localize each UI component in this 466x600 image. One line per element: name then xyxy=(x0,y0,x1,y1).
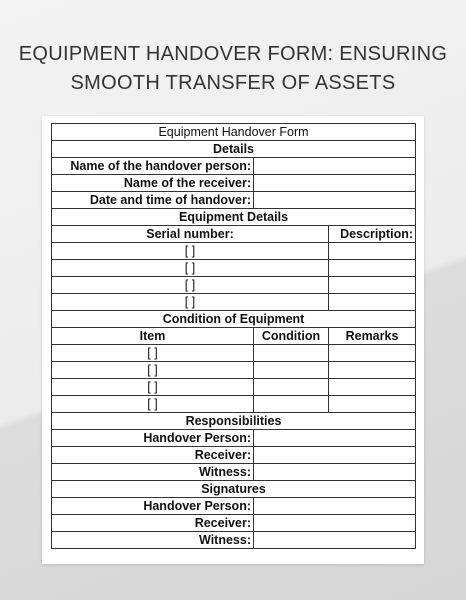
responsibility-witness-field[interactable] xyxy=(254,464,416,481)
page-heading xyxy=(0,40,466,98)
handover-person-name-field[interactable] xyxy=(254,158,416,175)
signature-witness-label: Witness: xyxy=(52,532,254,549)
item-checkbox[interactable]: [ ] xyxy=(52,345,254,362)
signature-receiver-field[interactable] xyxy=(254,515,416,532)
section-header-equipment-details: Equipment Details xyxy=(52,209,416,226)
form-sheet xyxy=(42,116,424,564)
handover-datetime-field[interactable] xyxy=(254,192,416,209)
receiver-name-label: Name of the receiver: xyxy=(52,175,254,192)
page-heading-line-2: SMOOTH TRANSFER OF ASSETS xyxy=(70,72,396,94)
item-column-header: Item xyxy=(52,328,254,345)
remarks-field[interactable] xyxy=(329,379,416,396)
description-field[interactable] xyxy=(329,277,416,294)
signature-handover-person-field[interactable] xyxy=(254,498,416,515)
responsibility-handover-person-label: Handover Person: xyxy=(52,430,254,447)
signature-receiver-label: Receiver: xyxy=(52,515,254,532)
serial-number-checkbox[interactable]: [ ] xyxy=(52,294,329,311)
serial-number-checkbox[interactable]: [ ] xyxy=(52,260,329,277)
remarks-column-header: Remarks xyxy=(329,328,416,345)
condition-field[interactable] xyxy=(254,362,329,379)
description-field[interactable] xyxy=(329,260,416,277)
condition-column-header: Condition xyxy=(254,328,329,345)
item-checkbox[interactable]: [ ] xyxy=(52,362,254,379)
section-header-signatures: Signatures xyxy=(52,481,416,498)
handover-person-name-label: Name of the handover person: xyxy=(52,158,254,175)
remarks-field[interactable] xyxy=(329,345,416,362)
serial-number-checkbox[interactable]: [ ] xyxy=(52,243,329,260)
remarks-field[interactable] xyxy=(329,396,416,413)
condition-field[interactable] xyxy=(254,345,329,362)
description-column-header: Description: xyxy=(329,226,416,243)
description-field[interactable] xyxy=(329,294,416,311)
serial-number-column-header: Serial number: xyxy=(52,226,329,243)
responsibility-handover-person-field[interactable] xyxy=(254,430,416,447)
signature-witness-field[interactable] xyxy=(254,532,416,549)
responsibility-witness-label: Witness: xyxy=(52,464,254,481)
handover-form-table xyxy=(51,123,416,549)
section-header-responsibilities: Responsibilities xyxy=(52,413,416,430)
responsibility-receiver-field[interactable] xyxy=(254,447,416,464)
remarks-field[interactable] xyxy=(329,362,416,379)
condition-field[interactable] xyxy=(254,396,329,413)
condition-field[interactable] xyxy=(254,379,329,396)
section-header-details: Details xyxy=(52,141,416,158)
serial-number-checkbox[interactable]: [ ] xyxy=(52,277,329,294)
item-checkbox[interactable]: [ ] xyxy=(52,396,254,413)
section-header-condition: Condition of Equipment xyxy=(52,311,416,328)
responsibility-receiver-label: Receiver: xyxy=(52,447,254,464)
signature-handover-person-label: Handover Person: xyxy=(52,498,254,515)
page-heading-line-1: EQUIPMENT HANDOVER FORM: ENSURING xyxy=(18,43,448,65)
description-field[interactable] xyxy=(329,243,416,260)
receiver-name-field[interactable] xyxy=(254,175,416,192)
item-checkbox[interactable]: [ ] xyxy=(52,379,254,396)
handover-datetime-label: Date and time of handover: xyxy=(52,192,254,209)
form-title: Equipment Handover Form xyxy=(52,124,416,141)
